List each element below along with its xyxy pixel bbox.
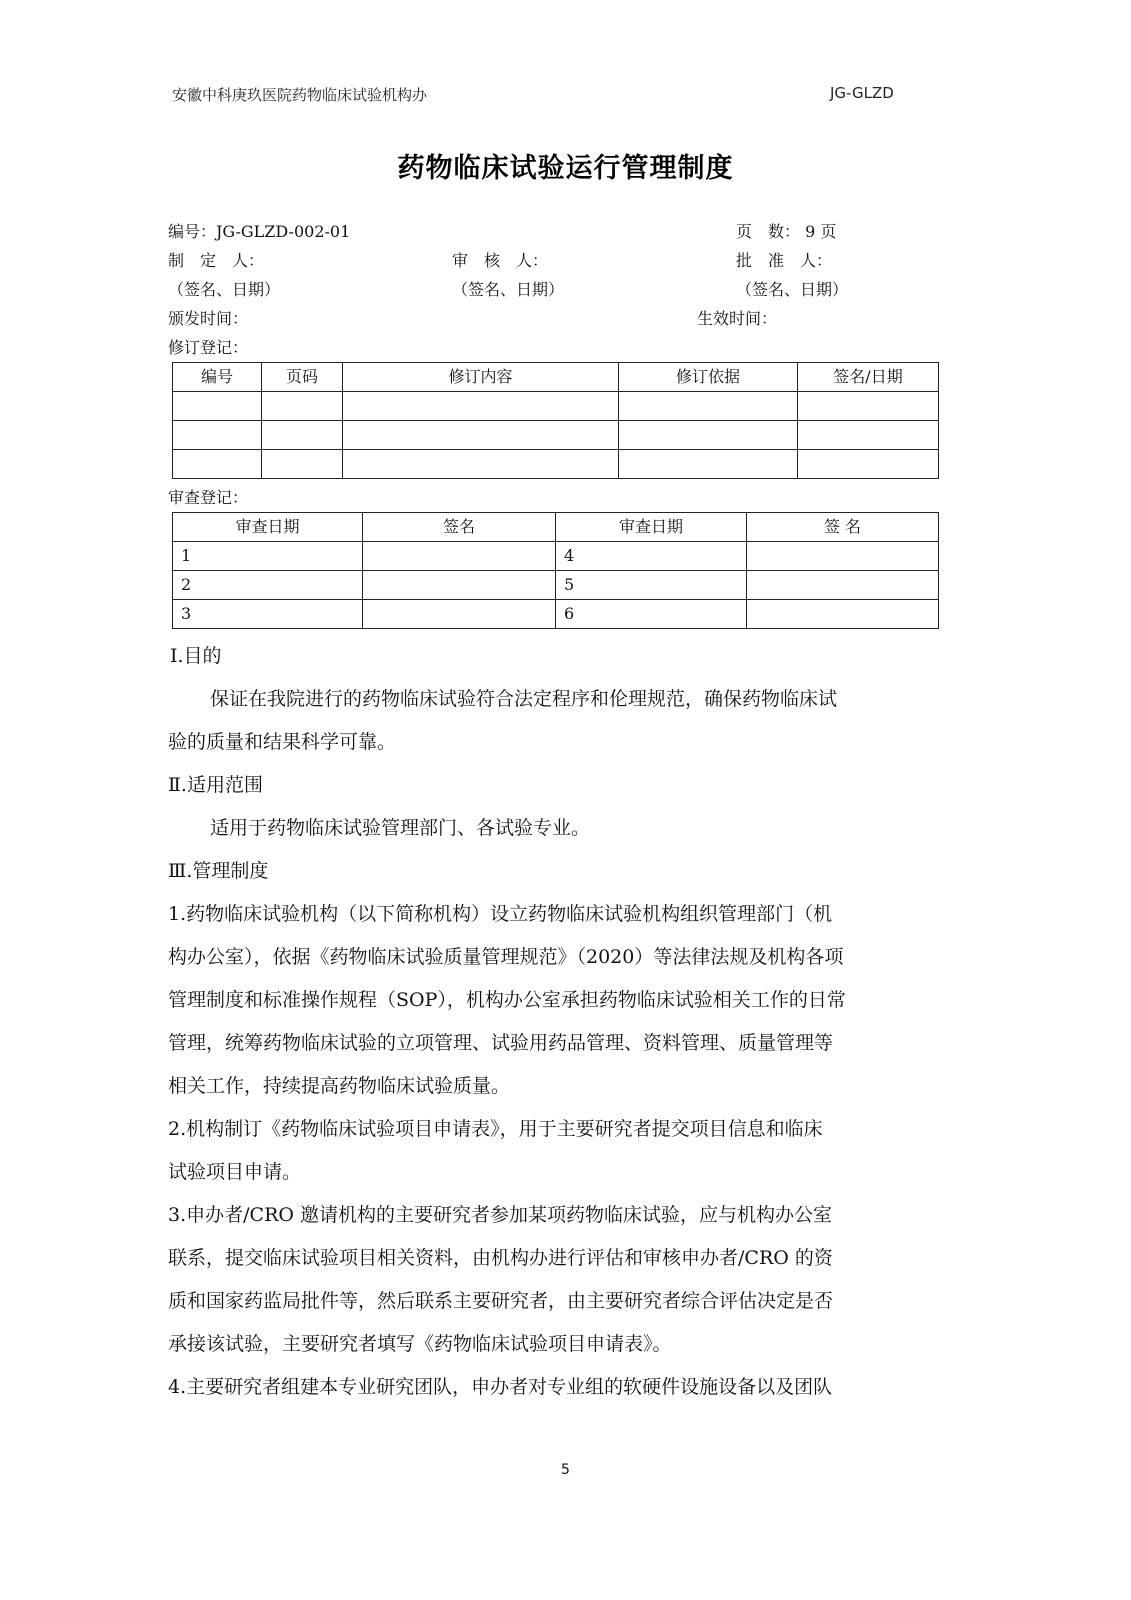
table-cell bbox=[343, 450, 619, 479]
table-cell: 6 bbox=[556, 600, 747, 629]
header-organization: 安徽中科庚玖医院药物临床试验机构办 bbox=[172, 86, 428, 104]
table-cell bbox=[747, 542, 939, 571]
paragraph-4-line: 4.主要研究者组建本专业研究团队，申办者对专业组的软硬件设施设备以及团队 bbox=[168, 1376, 833, 1398]
approver-sign-date: （签名、日期） bbox=[736, 280, 849, 299]
table-cell bbox=[363, 542, 556, 571]
table-row bbox=[173, 450, 939, 479]
paragraph-1-line: 1.药物临床试验机构（以下简称机构）设立药物临床试验机构组织管理部门（机 bbox=[168, 903, 833, 925]
table-cell bbox=[619, 450, 798, 479]
revision-header-cell: 修订内容 bbox=[343, 363, 619, 392]
section-2-text: 适用于药物临床试验管理部门、各试验专业。 bbox=[210, 817, 591, 839]
approver-label: 批 准 人： bbox=[736, 251, 833, 270]
paragraph-3-line: 承接该试验，主要研究者填写《药物临床试验项目申请表》。 bbox=[168, 1333, 672, 1355]
table-cell bbox=[798, 450, 939, 479]
table-row bbox=[173, 392, 939, 421]
section-1-text: 保证在我院进行的药物临床试验符合法定程序和伦理规范，确保药物临床试 bbox=[210, 688, 838, 710]
document-title: 药物临床试验运行管理制度 bbox=[397, 153, 734, 184]
paragraph-3-line: 联系，提交临床试验项目相关资料，由机构办进行评估和审核申办者/CRO 的资 bbox=[168, 1247, 833, 1269]
maker-label: 制 定 人： bbox=[168, 251, 265, 270]
table-cell bbox=[173, 392, 262, 421]
revision-table bbox=[172, 362, 939, 479]
revision-register-label: 修订登记： bbox=[168, 338, 249, 357]
table-row bbox=[173, 421, 939, 450]
section-1-heading: Ⅰ.目的 bbox=[170, 645, 222, 667]
table-cell bbox=[173, 421, 262, 450]
table-cell bbox=[343, 392, 619, 421]
section-2-heading: Ⅱ.适用范围 bbox=[168, 774, 263, 796]
revision-header-cell: 修订依据 bbox=[619, 363, 798, 392]
table-cell bbox=[798, 392, 939, 421]
table-cell: 5 bbox=[556, 571, 747, 600]
paragraph-1-line: 相关工作，持续提高药物临床试验质量。 bbox=[168, 1075, 511, 1097]
header-doc-code: JG-GLZD bbox=[830, 84, 894, 102]
review-header-cell: 签名 bbox=[363, 513, 556, 542]
revision-table-header bbox=[173, 363, 939, 392]
revision-header-cell: 页码 bbox=[262, 363, 343, 392]
paragraph-2-line: 试验项目申请。 bbox=[168, 1161, 302, 1183]
paragraph-3-line: 质和国家药监局批件等，然后联系主要研究者，由主要研究者综合评估决定是否 bbox=[168, 1290, 834, 1312]
table-cell bbox=[363, 600, 556, 629]
issue-time-label: 颁发时间： bbox=[168, 309, 249, 328]
table-cell bbox=[747, 571, 939, 600]
table-cell bbox=[619, 392, 798, 421]
table-cell bbox=[173, 450, 262, 479]
table-cell: 3 bbox=[173, 600, 363, 629]
table-cell: 4 bbox=[556, 542, 747, 571]
table-cell bbox=[262, 392, 343, 421]
review-header-cell: 签 名 bbox=[747, 513, 939, 542]
paragraph-1-line: 管理，统筹药物临床试验的立项管理、试验用药品管理、资料管理、质量管理等 bbox=[168, 1032, 834, 1054]
table-cell: 1 bbox=[173, 542, 363, 571]
table-cell bbox=[619, 421, 798, 450]
revision-header-cell: 编号 bbox=[173, 363, 262, 392]
table-cell: 2 bbox=[173, 571, 363, 600]
table-cell bbox=[363, 571, 556, 600]
table-cell bbox=[262, 450, 343, 479]
page-number: 5 bbox=[561, 1462, 570, 1478]
review-table-header bbox=[173, 513, 939, 542]
review-table bbox=[172, 512, 939, 629]
review-header-cell: 审查日期 bbox=[556, 513, 747, 542]
paragraph-1-line: 管理制度和标准操作规程（SOP），机构办公室承担药物临床试验相关工作的日常 bbox=[168, 989, 846, 1011]
table-row bbox=[173, 571, 939, 600]
table-row bbox=[173, 600, 939, 629]
table-row bbox=[173, 542, 939, 571]
review-header-cell: 审查日期 bbox=[173, 513, 363, 542]
section-1-text: 验的质量和结果科学可靠。 bbox=[168, 731, 397, 753]
section-3-heading: Ⅲ.管理制度 bbox=[168, 860, 269, 882]
revision-header-cell: 签名/日期 bbox=[798, 363, 939, 392]
reviewer-sign-date: （签名、日期） bbox=[452, 280, 565, 299]
review-register-label: 审查登记： bbox=[168, 488, 249, 507]
maker-sign-date: （签名、日期） bbox=[168, 280, 281, 299]
paragraph-2-line: 2.机构制订《药物临床试验项目申请表》，用于主要研究者提交项目信息和临床 bbox=[168, 1118, 823, 1140]
paragraph-1-line: 构办公室），依据《药物临床试验质量管理规范》（2020）等法律法规及机构各项 bbox=[168, 946, 844, 968]
effective-time-label: 生效时间： bbox=[697, 309, 778, 328]
table-cell bbox=[747, 600, 939, 629]
table-cell bbox=[343, 421, 619, 450]
doc-number: 编号：JG-GLZD-002-01 bbox=[168, 222, 351, 241]
table-cell bbox=[262, 421, 343, 450]
page-count: 页 数： 9 页 bbox=[736, 222, 837, 241]
table-cell bbox=[798, 421, 939, 450]
reviewer-label: 审 核 人： bbox=[452, 251, 549, 270]
paragraph-3-line: 3.申办者/CRO 邀请机构的主要研究者参加某项药物临床试验，应与机构办公室 bbox=[168, 1204, 832, 1226]
